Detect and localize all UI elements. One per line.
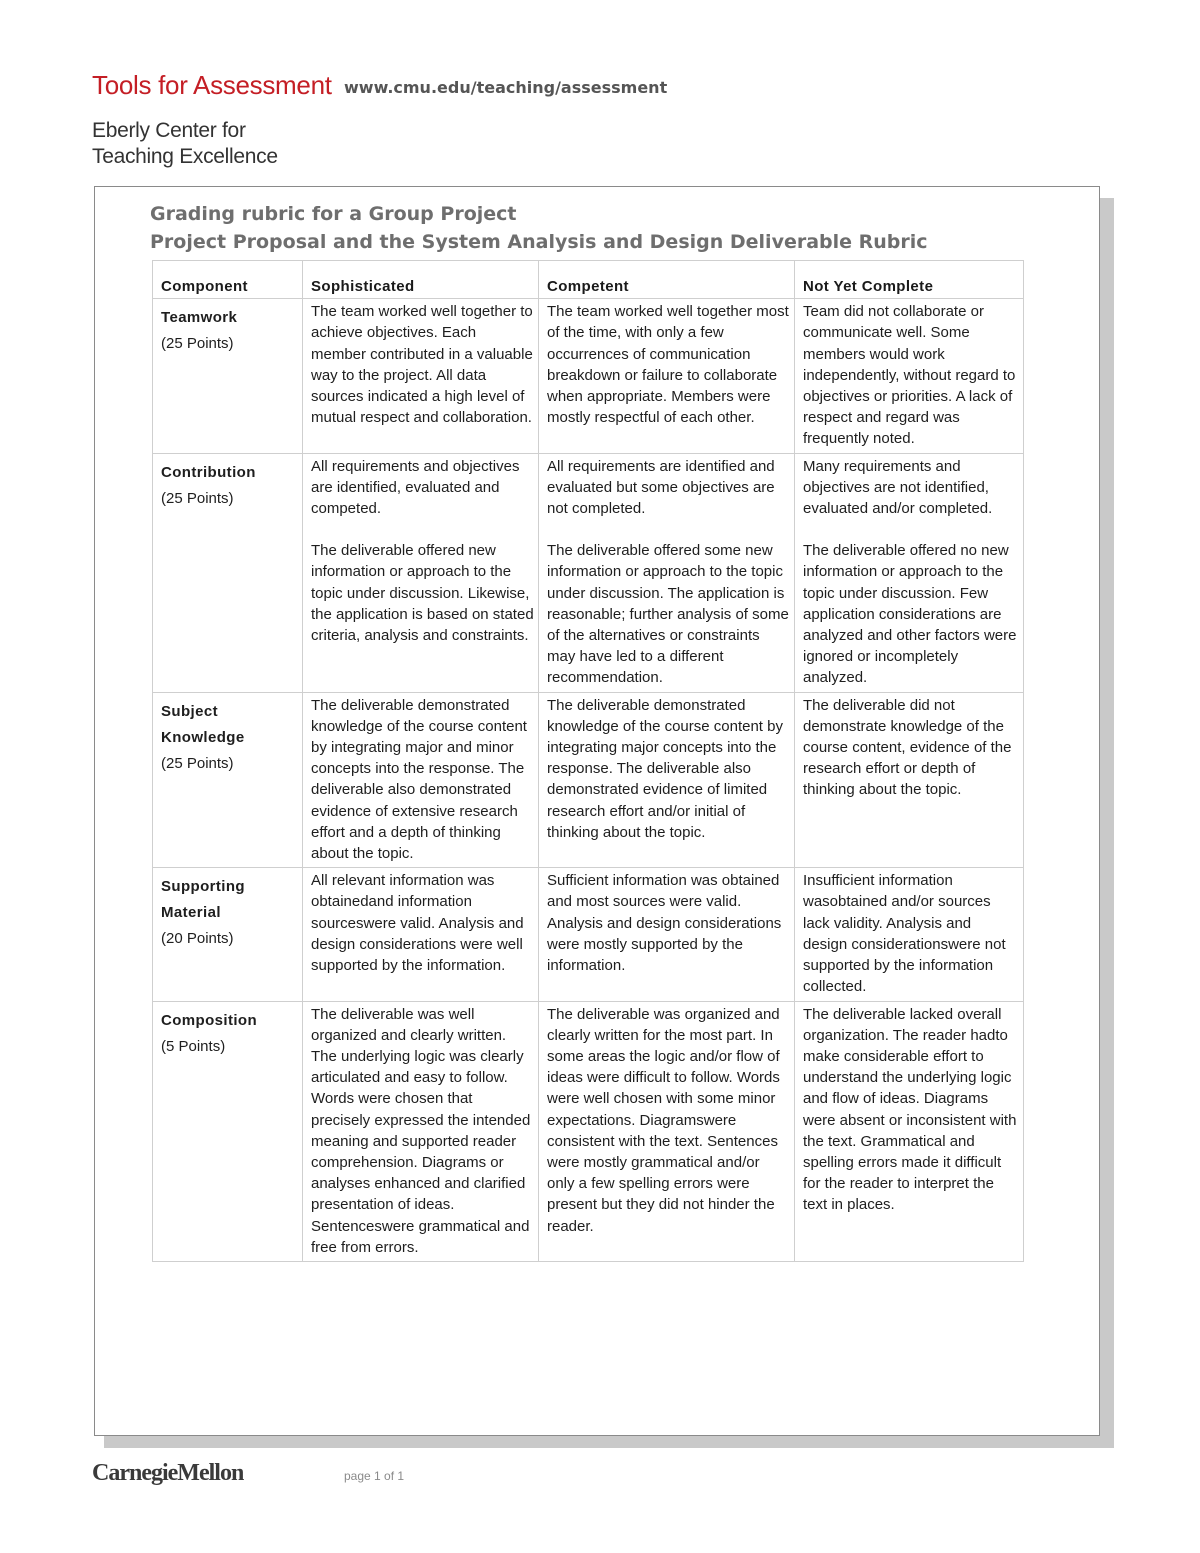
component-points: (5 Points) xyxy=(161,1037,226,1055)
rubric-table xyxy=(152,260,1024,1262)
competent-cell xyxy=(539,299,795,453)
sophisticated-cell xyxy=(303,868,539,1001)
cell-paragraph: The deliverable did not demonstrate knowledge of the course content, evidence of the research effort or depth of thinking about the topic. xyxy=(803,696,1012,799)
cell-paragraph: Sufficient information was obtained and most sources were valid. Analysis and design considerations were mostly supported by the information. xyxy=(547,872,782,975)
carnegie-mellon-logo: CarnegieMellon xyxy=(92,1460,244,1486)
not-yet-complete-cell xyxy=(795,299,1024,453)
rubric-row xyxy=(153,692,1024,868)
cell-paragraph: Many requirements and objectives are not identified, evaluated and/or completed. xyxy=(803,457,993,518)
column-header-component: Component xyxy=(153,261,303,299)
sophisticated-cell xyxy=(303,453,539,692)
sophisticated-cell xyxy=(303,299,539,453)
cell-paragraph: The deliverable lacked overall organization. The reader hadto make considerable effort to understand the underlying logic and flow of ideas. Diagrams were absent or inconsistent with the text. Grammatical and spelling errors made it difficult for the reader to interpret the text in places. xyxy=(803,1005,1017,1214)
component-points: (25 Points) xyxy=(161,335,234,353)
center-name-line2: Teaching Excellence xyxy=(92,145,278,168)
column-header-sophisticated: Sophisticated xyxy=(303,261,539,299)
component-name: Contribution xyxy=(161,463,256,481)
component-cell xyxy=(153,868,303,1001)
component-points: (25 Points) xyxy=(161,754,234,772)
rubric-row xyxy=(153,299,1024,453)
component-name: Supporting Material xyxy=(161,878,245,922)
not-yet-complete-cell xyxy=(795,1001,1024,1261)
column-header-competent: Competent xyxy=(539,261,795,299)
cell-paragraph: The team worked well together most of the time, with only a few occurrences of communication breakdown or failure to collaborate when appropriate. Members were mostly respectful of each other. xyxy=(547,303,789,427)
cell-paragraph: All relevant information was obtainedand information sourceswere valid. Analysis and design considerations were well supported by the information. xyxy=(311,872,524,975)
cell-paragraph: The deliverable offered new information or approach to the topic under discussion. Likewise, the application is based on stated criteria, analysis and constraints. xyxy=(311,542,534,645)
rubric-row xyxy=(153,868,1024,1001)
document-title-line1: Grading rubric for a Group Project xyxy=(150,203,517,225)
rubric-row xyxy=(153,453,1024,692)
cell-paragraph: The deliverable was well organized and clearly written. The underlying logic was clearly articulated and easy to follow. Words were chosen that precisely expressed the intended meaning and supported reader comprehension. Diagrams or analyses enhanced and clarified presentation of ideas. Sentenceswere grammatical and free from errors. xyxy=(311,1005,531,1256)
cell-paragraph: The deliverable demonstrated knowledge of the course content by integrating major concepts into the response. The deliverable also demonstrated evidence of limited research effort and/or initial of thinking about the topic. xyxy=(547,696,783,841)
sophisticated-cell xyxy=(303,692,539,868)
rubric-header-row xyxy=(153,261,1024,299)
component-points: (20 Points) xyxy=(161,930,234,948)
cell-paragraph: Team did not collaborate or communicate well. Some members would work independently, without regard to objectives or priorities. A lack of respect and regard was frequently noted. xyxy=(803,303,1016,448)
header-url[interactable]: www.cmu.edu/teaching/assessment xyxy=(344,78,668,97)
cell-paragraph: All requirements and objectives are identified, evaluated and competed. xyxy=(311,457,520,518)
competent-cell xyxy=(539,453,795,692)
competent-cell xyxy=(539,868,795,1001)
cell-paragraph: The deliverable demonstrated knowledge of the course content by integrating major and minor concepts into the response. The deliverable also demonstrated evidence of extensive research effort and a depth of thinking about the topic. xyxy=(311,696,527,863)
not-yet-complete-cell xyxy=(795,453,1024,692)
component-name: Teamwork xyxy=(161,309,238,327)
center-name xyxy=(92,118,278,170)
column-header-not-yet-complete: Not Yet Complete xyxy=(795,261,1024,299)
cell-paragraph: The deliverable offered some new information or approach to the topic under discussion. The application is reasonable; further analysis of some of the alternatives or constraints may have led to a different recommendation. xyxy=(547,542,789,687)
component-name: Subject Knowledge xyxy=(161,702,245,746)
center-name-line1: Eberly Center for xyxy=(92,119,246,142)
cell-paragraph: The deliverable was organized and clearly written for the most part. In some areas the logic and/or flow of ideas were difficult to follow. Words were well chosen with some minor expectations. Diagramswere consistent with the text. Sentences were mostly grammatical and/or only a few spelling errors were present but they did not hinder the reader. xyxy=(547,1005,780,1235)
cell-paragraph: All requirements are identified and evaluated but some objectives are not completed. xyxy=(547,457,775,518)
rubric-body xyxy=(153,299,1024,1262)
not-yet-complete-cell xyxy=(795,692,1024,868)
component-cell xyxy=(153,299,303,453)
cell-paragraph: The deliverable offered no new information or approach to the topic under discussion. Few application considerations are analyzed and other factors were ignored or incompletely analyzed. xyxy=(803,542,1017,687)
cell-paragraph: Insufficient information wasobtained and/or sources lack validity. Analysis and design considerationswere not supported by the information collected. xyxy=(803,872,1006,996)
component-cell xyxy=(153,453,303,692)
page-number: page 1 of 1 xyxy=(344,1469,405,1483)
competent-cell xyxy=(539,692,795,868)
component-points: (25 Points) xyxy=(161,489,234,507)
competent-cell xyxy=(539,1001,795,1261)
component-cell xyxy=(153,692,303,868)
sophisticated-cell xyxy=(303,1001,539,1261)
cell-paragraph: The team worked well together to achieve objectives. Each member contributed in a valuable way to the project. All data sources indicated a high level of mutual respect and collaboration. xyxy=(311,303,533,427)
rubric-row xyxy=(153,1001,1024,1261)
header-title: Tools for Assessment xyxy=(92,70,332,100)
not-yet-complete-cell xyxy=(795,868,1024,1001)
component-name: Composition xyxy=(161,1011,258,1029)
document-title-line2: Project Proposal and the System Analysis and Design Deliverable Rubric xyxy=(150,231,928,253)
document-title xyxy=(150,200,928,256)
component-cell xyxy=(153,1001,303,1261)
